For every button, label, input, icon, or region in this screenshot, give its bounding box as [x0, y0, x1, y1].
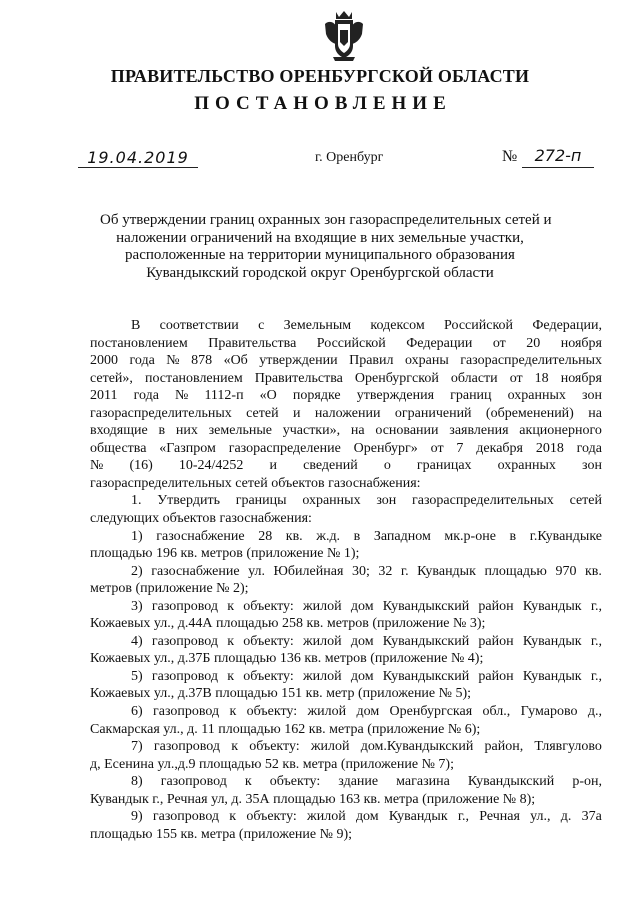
body-line: площадью 155 кв. метра (приложение № 9);: [90, 826, 353, 842]
body-line: 4) газопровод к объекту: жилой дом Кувандыкский район Кувандык г.,: [131, 633, 602, 649]
body-line: следующих объектов газоснабжения:: [90, 511, 312, 527]
body-line: 2) газоснабжение ул. Юбилейная 30; 32 г. Кувандык площадью 970 кв.: [131, 563, 602, 579]
date-underline: [78, 167, 198, 168]
body-line: газораспределительных сетей объектов газоснабжения:: [90, 475, 421, 491]
document-number: 272-п: [534, 146, 582, 165]
body-line: газораспределительных сетей и наложении ограничений (обременений) на: [90, 405, 602, 421]
document-body: [90, 317, 602, 843]
number-label: №: [502, 148, 518, 165]
body-line: 3) газопровод к объекту: жилой дом Кувандыкский район Кувандык г.,: [131, 598, 602, 614]
body-line: 1) газоснабжение 28 кв. ж.д. в Западном мк.р-оне в г.Кувандыке: [131, 528, 602, 544]
body-line: 1. Утвердить границы охранных зон газораспределительных сетей: [131, 493, 602, 509]
body-line: Кожаевых ул., д.44А площадью 258 кв. метров (приложение № 3);: [90, 616, 486, 632]
subject-line: наложении ограничений на входящие в них земельные участки,: [116, 229, 524, 246]
body-line: 9) газопровод к объекту: жилой дом Кувандык г., Речная ул., д. 37а: [131, 809, 602, 825]
subject-line: Об утверждении границ охранных зон газораспределительных сетей и: [100, 212, 552, 228]
body-line: 7) газопровод к объекту: жилой дом.Кувандыкский район, Тлявгулово: [131, 739, 602, 755]
organization-title: ПРАВИТЕЛЬСТВО ОРЕНБУРГСКОЙ ОБЛАСТИ: [110, 66, 530, 86]
body-line: 2011 года № 1112-п «О порядке утверждения границ охранных зон: [90, 388, 602, 404]
coat-of-arms-icon: [323, 10, 365, 62]
body-line: 8) газопровод к объекту: здание магазина Кувандыкский р-он,: [131, 774, 602, 790]
body-line: сетей», постановлением Правительства Оренбургской области от 18 ноября: [90, 370, 602, 386]
body-line: 5) газопровод к объекту: жилой дом Кувандыкский район Кувандык г.,: [131, 668, 602, 684]
body-line: В соответствии с Земельным кодексом Российской Федерации,: [131, 318, 602, 333]
document-type-title: ПОСТАНОВЛЕНИЕ: [194, 93, 452, 114]
body-line: д, Есенина ул.,д.9 площадью 52 кв. метра (приложение № 7);: [90, 756, 454, 772]
body-line: Кожаевых ул., д.37В площадью 151 кв. метр (приложение № 5);: [90, 686, 472, 702]
body-line: входящие в них земельные участки», на основании заявления акционерного: [90, 423, 602, 439]
body-line: Кожаевых ул., д.37Б площадью 136 кв. метров (приложение № 4);: [90, 651, 484, 667]
body-line: № (16) 10-24/4252 и сведений о границах охранных зон: [90, 458, 602, 474]
body-line: площадью 196 кв. метров (приложение № 1);: [90, 546, 360, 562]
subject-line: Кувандыкский городской округ Оренбургской области: [146, 264, 494, 281]
document-city: г. Оренбург: [315, 150, 384, 165]
subject-line: расположенные на территории муниципального образования: [125, 247, 515, 263]
document-subject: [100, 212, 552, 282]
body-line: Сакмарская ул., д. 11 площадью 162 кв. метра (приложение № 6);: [90, 721, 481, 737]
body-line: общества «Газпром газораспределение Оренбург» от 7 декабря 2018 года: [90, 440, 602, 456]
body-line: 2000 года № 878 «Об утверждении Правил охраны газораспределительных: [90, 353, 602, 369]
body-line: постановлением Правительства Российской Федерации от 20 ноября: [90, 335, 602, 351]
number-underline: [522, 167, 594, 168]
document-date: 19.04.2019: [87, 148, 189, 167]
body-line: метров (приложение № 2);: [90, 581, 249, 597]
body-line: 6) газопровод к объекту: жилой дом Оренбургская обл., Гумарово д.,: [131, 704, 602, 720]
body-line: Кувандык г., Речная ул, д. 35А площадью 163 кв. метра (приложение № 8);: [90, 791, 536, 807]
